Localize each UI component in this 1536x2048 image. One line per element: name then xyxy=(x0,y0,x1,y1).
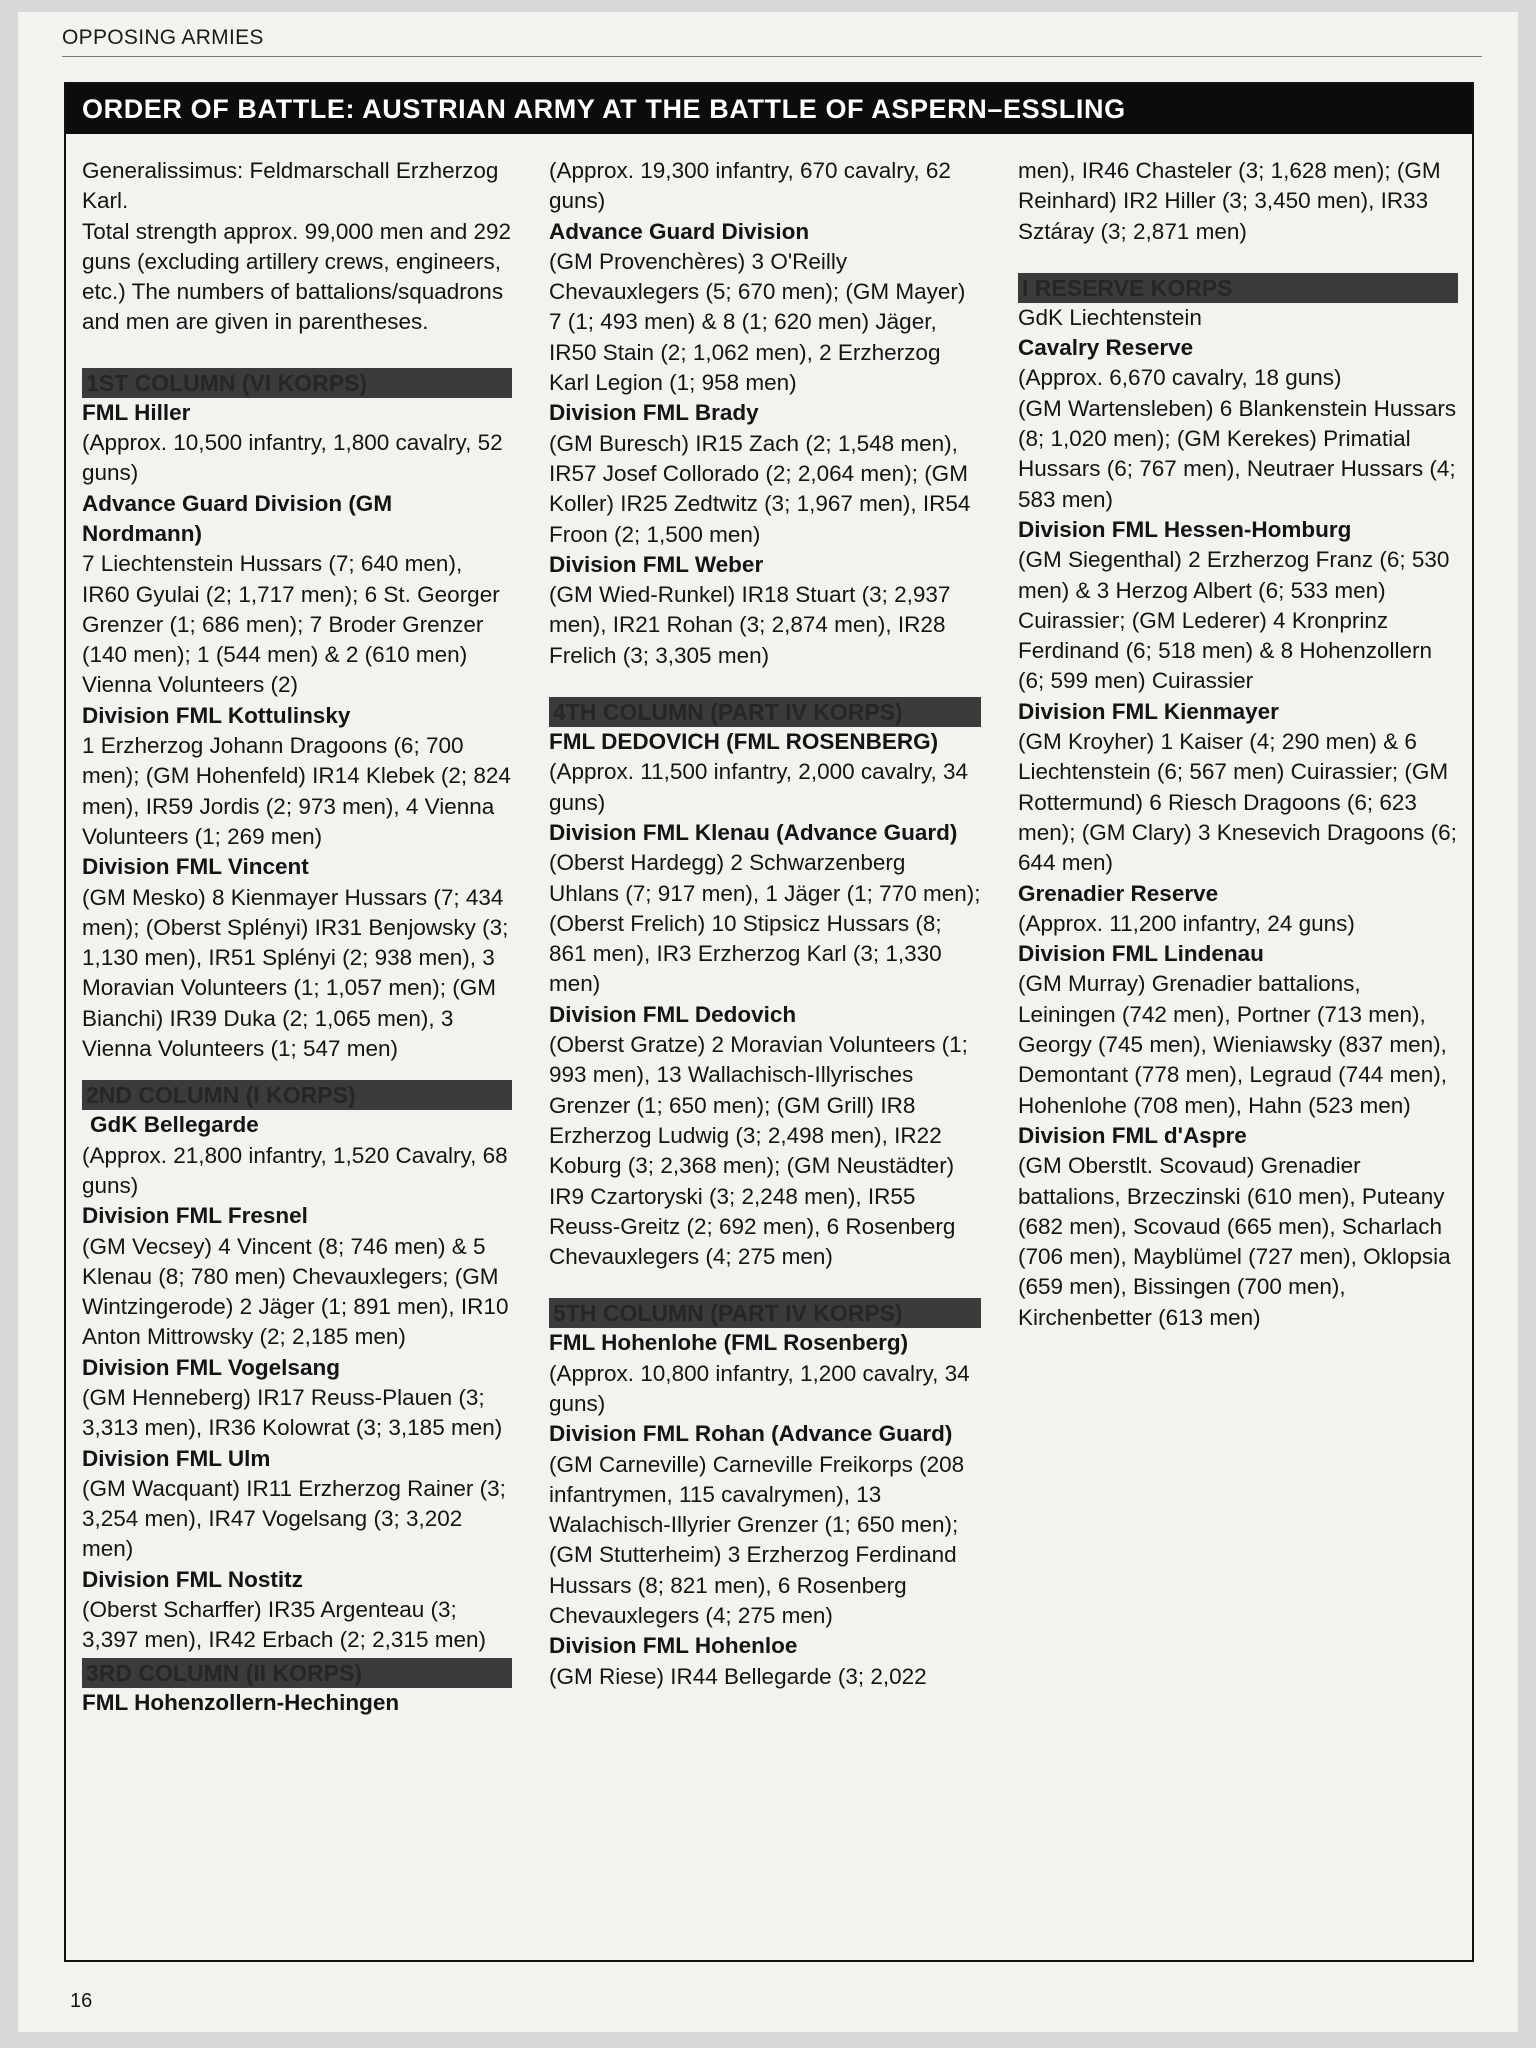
division-heading: Division FML Kottulinsky xyxy=(82,702,351,728)
running-head: OPPOSING ARMIES xyxy=(62,26,264,49)
division-units: (GM Wacquant) IR11 Erzherzog Rainer (3; 3,254 men), IR47 Vogelsang (3; 3,202 men) xyxy=(82,1475,506,1562)
division-units: (GM Provenchères) 3 O'Reilly Chevauxlegers (5; 670 men); (GM Mayer) 7 (1; 493 men) & 8 (1; 620 men) Jäger, IR50 Stain (2; 1,062 men), 2 Erzherzog Karl Legion (1; 958 men) xyxy=(549,248,966,396)
column-3 xyxy=(1018,156,1458,1333)
intro-strength: Total strength approx. 99,000 men and 292 guns (excluding artillery crews, engineers, etc.) The numbers of battalions/squadrons and men are given in parentheses. xyxy=(82,218,512,335)
corps-commander: FML Hohenzollern-Hechingen xyxy=(82,1689,400,1715)
reserve-strength: (Approx. 6,670 cavalry, 18 guns) xyxy=(1018,365,1342,391)
division-heading: Division FML Vogelsang xyxy=(82,1354,340,1380)
corps-strength: (Approx. 10,800 infantry, 1,200 cavalry, 34 guns) xyxy=(549,1360,970,1416)
corps-commander: GdK Liechtenstein xyxy=(1018,304,1202,330)
division-units: (Oberst Scharffer) IR35 Argenteau (3; 3,397 men), IR42 Erbach (2; 2,315 men) xyxy=(82,1597,486,1653)
intro-commander: Generalissimus: Feldmarschall Erzherzog Karl. xyxy=(82,158,499,214)
column-2 xyxy=(549,156,981,1692)
division-heading: Division FML Rohan (Advance Guard) xyxy=(549,1421,953,1447)
section-header-4th-column: 4TH COLUMN (PART IV KORPS) xyxy=(549,697,981,727)
reserve-strength: (Approx. 11,200 infantry, 24 guns) xyxy=(1018,910,1355,936)
division-heading: Division FML Nostitz xyxy=(82,1566,303,1592)
order-of-battle-box xyxy=(64,82,1474,1962)
division-units: (GM Oberstlt. Scovaud) Grenadier battalions, Brzeczinski (610 men), Puteany (682 men), Scovaud (665 men), Scharlach (706 men), Mayblümel (727 men), Oklopsia (659 men), Bissingen (700 men), Kirchenbetter (613 men) xyxy=(1018,1153,1451,1330)
division-heading: Advance Guard Division (GM Nordmann) xyxy=(82,490,393,546)
division-units: (GM Buresch) IR15 Zach (2; 1,548 men), IR57 Josef Collorado (2; 2,064 men); (GM Koller) IR25 Zedtwitz (3; 1,967 men), IR54 Froon (2; 1,500 men) xyxy=(549,430,971,547)
division-units: (GM Carneville) Carneville Freikorps (208 infantrymen, 115 cavalrymen), 13 Walachisch-Illyrier Grenzer (1; 650 men); (GM Stutterheim) 3 Erzherzog Ferdinand Hussars (8; 821 men), 6 Rosenberg Chevauxlegers (4; 275 men) xyxy=(549,1451,965,1629)
division-units: (GM Kroyher) 1 Kaiser (4; 290 men) & 6 Liechtenstein (6; 567 men) Cuirassier; (GM Rottermund) 6 Riesch Dragoons (6; 623 men); (GM Clary) 3 Knesevich Dragoons (6; 644 men) xyxy=(1018,729,1457,876)
column-1 xyxy=(82,156,512,1718)
division-heading: Division FML Lindenau xyxy=(1018,941,1264,967)
division-heading: Division FML Dedovich xyxy=(549,1001,797,1027)
corps-commander: FML Hohenlohe (FML Rosenberg) xyxy=(549,1330,909,1356)
division-units: (GM Henneberg) IR17 Reuss-Plauen (3; 3,313 men), IR36 Kolowrat (3; 3,185 men) xyxy=(82,1384,503,1441)
division-units: (GM Vecsey) 4 Vincent (8; 746 men) & 5 Klenau (8; 780 men) Chevauxlegers; (GM Wintzingerode) 2 Jäger (1; 891 men), IR10 Anton Mittrowsky (2; 2,185 men) xyxy=(82,1233,509,1350)
corps-strength: (Approx. 10,500 infantry, 1,800 cavalry, 52 guns) xyxy=(82,430,503,486)
section-header-1st-column: 1ST COLUMN (VI KORPS) xyxy=(82,368,512,398)
corps-commander: FML Hiller xyxy=(82,399,191,425)
corps-commander: FML DEDOVICH (FML ROSENBERG) xyxy=(549,729,939,755)
header-rule xyxy=(62,56,1482,57)
division-heading: Division FML Hessen-Homburg xyxy=(1018,516,1352,542)
corps-strength: (Approx. 19,300 infantry, 670 cavalry, 62 guns) xyxy=(549,158,951,214)
box-title: ORDER OF BATTLE: AUSTRIAN ARMY AT THE BATTLE OF ASPERN–ESSLING xyxy=(66,84,1472,134)
division-heading: Division FML d'Aspre xyxy=(1018,1122,1247,1148)
section-header-5th-column: 5TH COLUMN (PART IV KORPS) xyxy=(549,1298,981,1328)
page-number: 16 xyxy=(70,1990,93,2012)
section-header-reserve-korps: I RESERVE KORPS xyxy=(1018,273,1458,303)
division-heading: Division FML Hohenloe xyxy=(549,1633,798,1659)
corps-strength: (Approx. 21,800 infantry, 1,520 Cavalry, 68 guns) xyxy=(82,1142,508,1198)
reserve-heading: Cavalry Reserve xyxy=(1018,335,1194,361)
division-heading: Division FML Vincent xyxy=(82,854,309,880)
division-heading: Advance Guard Division xyxy=(549,218,810,244)
division-units: (GM Riese) IR44 Bellegarde (3; 2,022 xyxy=(549,1663,927,1689)
page xyxy=(18,12,1518,2032)
division-heading: Division FML Kienmayer xyxy=(1018,698,1279,724)
corps-strength: (Approx. 11,500 infantry, 2,000 cavalry, 34 guns) xyxy=(549,759,968,815)
division-heading: Division FML Klenau (Advance Guard) xyxy=(549,819,958,845)
division-units: (GM Wartensleben) 6 Blankenstein Hussars (8; 1,020 men); (GM Kerekes) Primatial Hussars (6; 767 men), Neutraer Hussars (4; 583 men) xyxy=(1018,395,1457,512)
section-header-3rd-column: 3RD COLUMN (II KORPS) xyxy=(82,1658,512,1688)
division-heading: Division FML Brady xyxy=(549,400,759,426)
division-units: (GM Mesko) 8 Kienmayer Hussars (7; 434 men); (Oberst Splényi) IR31 Benjowsky (3; 1,130 men), IR51 Splényi (2; 938 men), 3 Moravian Volunteers (1; 1,057 men); (GM Bianchi) IR39 Duka (2; 1,065 men), 3 Vienna Volunteers (1; 547 men) xyxy=(82,884,509,1062)
reserve-heading: Grenadier Reserve xyxy=(1018,880,1219,906)
division-units: (GM Murray) Grenadier battalions, Leiningen (742 men), Portner (713 men), Georgy (745 men), Wieniawsky (837 men), Demontant (778 men), Legraud (744 men), Hohenlohe (708 men), Hahn (523 men) xyxy=(1018,971,1447,1118)
section-header-2nd-column: 2ND COLUMN (I KORPS) xyxy=(82,1080,512,1110)
division-units: (Oberst Gratze) 2 Moravian Volunteers (1; 993 men), 13 Wallachisch-Illyrisches Grenzer (1; 650 men); (GM Grill) IR8 Erzherzog Ludwig (3; 2,498 men), IR22 Koburg (3; 2,368 men); (GM Neustädter) IR9 Czartoryski (3; 2,248 men), IR55 Reuss-Greitz (2; 692 men), 6 Rosenberg Chevauxlegers (4; 275 men) xyxy=(549,1032,968,1270)
division-heading: Division FML Weber xyxy=(549,551,764,577)
division-heading: Division FML Ulm xyxy=(82,1445,271,1471)
division-units: (GM Siegenthal) 2 Erzherzog Franz (6; 530 men) & 3 Herzog Albert (6; 533 men) Cuirassier; (GM Lederer) 4 Kronprinz Ferdinand (6; 518 men) & 8 Hohenzollern (6; 599 men) Cuirassier xyxy=(1018,547,1450,694)
division-units: 1 Erzherzog Johann Dragoons (6; 700 men); (GM Hohenfeld) IR14 Klebek (2; 824 men), IR59 Jordis (2; 973 men), 4 Vienna Volunteers (1; 269 men) xyxy=(82,733,511,849)
division-heading: Division FML Fresnel xyxy=(82,1203,308,1229)
corps-commander: GdK Bellegarde xyxy=(90,1112,259,1138)
division-units: (GM Wied-Runkel) IR18 Stuart (3; 2,937 men), IR21 Rohan (3; 2,874 men), IR28 Frelich (3; 3,305 men) xyxy=(549,582,951,668)
division-units-continued: men), IR46 Chasteler (3; 1,628 men); (GM Reinhard) IR2 Hiller (3; 3,450 men), IR33 Sztáray (3; 2,871 men) xyxy=(1018,158,1441,244)
division-units: 7 Liechtenstein Hussars (7; 640 men), IR60 Gyulai (2; 1,717 men); 6 St. Georger Grenzer (1; 686 men); 7 Broder Grenzer (140 men); 1 (544 men) & 2 (610 men) Vienna Volunteers (2) xyxy=(82,551,500,698)
division-units: (Oberst Hardegg) 2 Schwarzenberg Uhlans (7; 917 men), 1 Jäger (1; 770 men); (Oberst Frelich) 10 Stipsicz Hussars (8; 861 men), IR3 Erzherzog Karl (3; 1,330 men) xyxy=(549,850,981,997)
